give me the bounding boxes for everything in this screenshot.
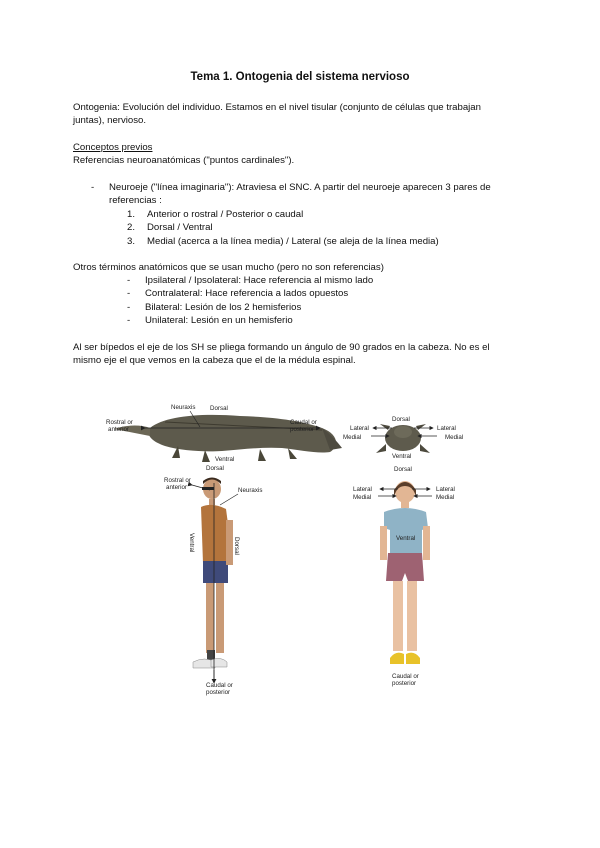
label-croc-rostral: Rostral or xyxy=(106,419,133,426)
label-woman-dorsal: Dorsal xyxy=(394,466,412,473)
label-woman-posterior: posterior xyxy=(392,680,417,687)
man-side-illustration xyxy=(193,478,233,669)
list-item: 1. Anterior o rostral / Posterior o caudal xyxy=(127,209,304,220)
label-man-caudal: Caudal or xyxy=(206,682,233,689)
intro-line: Ontogenia: Evolución del individuo. Estamos en el nivel tisular (conjunto de células que trabajan xyxy=(73,102,481,113)
otros-heading: Otros términos anatómicos que se usan mucho (pero no son referencias) xyxy=(73,262,384,273)
bipedos-line: Al ser bípedos el eje de los SH se pliega formando un ángulo de 90 grados en la cabeza. No es el xyxy=(73,342,490,353)
list-item: - Contralateral: Hace referencia a lados opuestos xyxy=(127,288,349,300)
label-man-posterior: posterior xyxy=(206,689,231,696)
label-croc-posterior: posterior xyxy=(290,426,315,433)
label-woman-lateral-right: Lateral xyxy=(436,486,455,493)
woman-front-illustration xyxy=(380,481,430,664)
page-title: Tema 1. Ontogenia del sistema nervioso xyxy=(190,71,410,83)
section-heading: Conceptos previos xyxy=(73,142,153,153)
list-item: - Unilateral: Lesión en un hemisferio xyxy=(127,315,293,327)
section-subheading: Referencias neuroanatómicas ("puntos cardinales"). xyxy=(73,155,295,167)
list-item: - Bilateral: Lesión de los 2 hemisferios xyxy=(127,301,302,313)
bipedos-line: mismo eje el que vemos en la cabeza que el de la médula espinal. xyxy=(73,355,356,367)
label-woman-ventral: Ventral xyxy=(396,535,416,542)
label-frog-dorsal: Dorsal xyxy=(392,416,410,423)
label-woman-medial-right: Medial xyxy=(436,494,455,501)
bullet-marker: - xyxy=(91,182,95,193)
label-man-rostral: Rostral or xyxy=(164,477,191,484)
label-woman-caudal: Caudal or xyxy=(392,673,419,680)
list-item: 2. Dorsal / Ventral xyxy=(127,222,213,234)
label-croc-dorsal: Dorsal xyxy=(210,405,228,412)
label-man-ventral-side: Ventral xyxy=(188,533,195,553)
neuroeje-text-cont: referencias : xyxy=(109,195,162,207)
list-item: - Ipsilateral / Ipsolateral: Hace referencia al mismo lado xyxy=(127,275,374,286)
label-frog-lateral-left: Lateral xyxy=(350,425,369,432)
list-item: 3. Medial (acerca a la línea media) / Lateral (se aleja de la línea media) xyxy=(127,235,439,247)
label-croc-ventral: Ventral xyxy=(215,456,235,463)
label-croc-neuraxis: Neuraxis xyxy=(171,404,196,411)
label-croc-anterior: anterior xyxy=(108,426,129,433)
label-frog-lateral-right: Lateral xyxy=(437,425,456,432)
label-frog-ventral: Ventral xyxy=(392,453,412,460)
label-man-neuraxis: Neuraxis xyxy=(238,487,263,494)
label-man-dorsal-side: Dorsal xyxy=(233,537,240,555)
neuroeje-text: Neuroeje ("línea imaginaria"): Atraviesa el SNC. A partir del neuroeje aparecen 3 pares de xyxy=(109,182,491,193)
intro-line: juntas), nervioso. xyxy=(73,115,147,127)
label-man-anterior: anterior xyxy=(166,484,187,491)
label-frog-medial-right: Medial xyxy=(445,434,464,441)
label-frog-medial-left: Medial xyxy=(343,434,362,441)
label-croc-caudal: Caudal or xyxy=(290,419,317,426)
label-woman-medial-left: Medial xyxy=(353,494,372,501)
label-woman-lateral-left: Lateral xyxy=(353,486,372,493)
label-man-dorsal: Dorsal xyxy=(206,465,224,472)
